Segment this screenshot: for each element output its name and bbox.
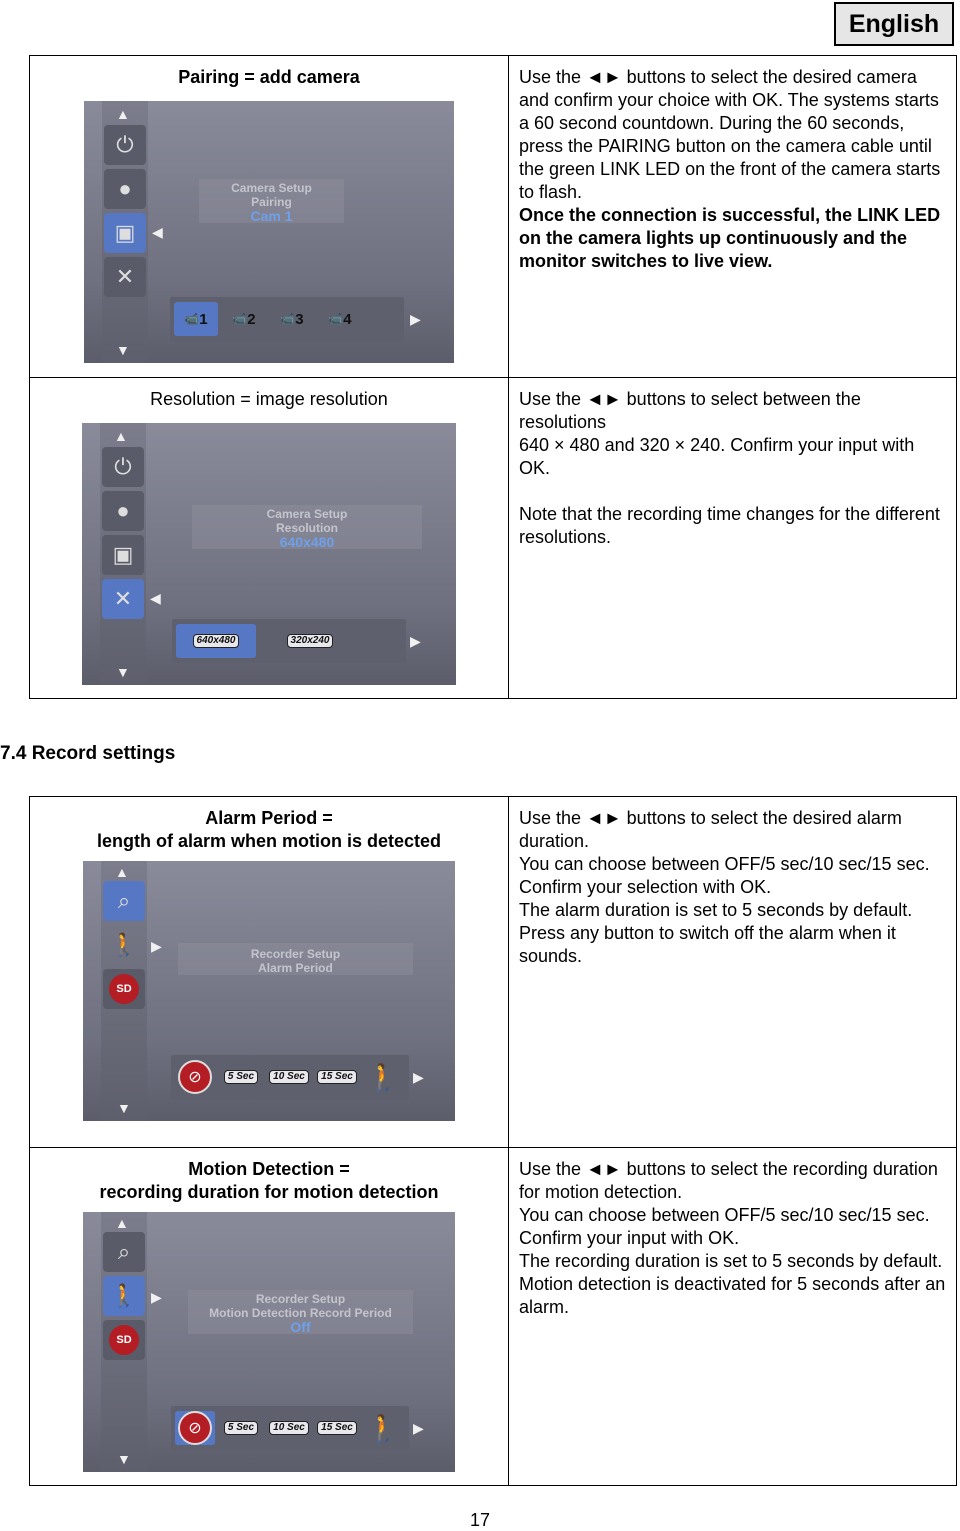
camera-option-4: 📹 4 xyxy=(328,310,352,328)
alarm-period-title xyxy=(30,807,508,853)
motion-line-4: The recording duration is set to 5 seconds by default. xyxy=(519,1251,943,1271)
off-icon: ⊘ xyxy=(178,1060,212,1094)
alarm-period-screenshot xyxy=(83,861,455,1121)
alarm-continuous-option xyxy=(363,1060,403,1094)
sd-card-icon: SD xyxy=(103,969,145,1009)
down-arrow-icon: ▼ xyxy=(116,342,130,358)
sd-card-icon: SD xyxy=(103,1320,145,1360)
motion-line-3: Confirm your input with OK. xyxy=(519,1228,740,1248)
resolution-option-640: 640x480 xyxy=(176,624,256,658)
table-row xyxy=(30,1148,957,1486)
language-label: English xyxy=(834,2,954,46)
resolution-selection-bar xyxy=(172,619,406,663)
alarm-duration-bar xyxy=(171,1055,409,1099)
motion-detection-cell xyxy=(30,1148,509,1486)
resolution-text-3: Note that the recording time changes for the different resolutions. xyxy=(519,504,940,547)
search-settings-icon: ⌕ xyxy=(103,1232,145,1272)
record-icon: ● xyxy=(104,169,146,209)
record-continuous-option xyxy=(363,1411,403,1445)
up-arrow-icon: ▲ xyxy=(116,106,130,122)
pairing-cell xyxy=(30,56,509,378)
resolution-description xyxy=(509,378,957,699)
walking-person-icon: 🚶 xyxy=(366,1412,400,1443)
record-duration-bar xyxy=(171,1406,409,1450)
resolution-title: Resolution = image resolution xyxy=(150,389,388,409)
alarm-line-2: You can choose between OFF/5 sec/10 sec/15 sec. Confirm your selection with OK. xyxy=(519,854,930,897)
up-arrow-icon: ▲ xyxy=(115,1215,129,1231)
down-arrow-icon: ▼ xyxy=(117,1100,131,1116)
motion-line-5: Motion detection is deactivated for 5 seconds after an alarm. xyxy=(519,1274,946,1317)
osd-line-2: Motion Detection Record Period xyxy=(209,1306,392,1320)
pairing-description xyxy=(509,56,957,378)
osd-selected-value: Off xyxy=(290,1319,311,1335)
osd-line-1: Recorder Setup xyxy=(255,1292,346,1306)
osd-line-1: Camera Setup xyxy=(231,181,312,195)
motion-line-2: You can choose between OFF/5 sec/10 sec/15 sec. xyxy=(519,1205,930,1225)
record-off-option xyxy=(175,1411,215,1445)
motion-detection-title-line-1: Motion Detection = xyxy=(188,1159,350,1179)
pairing-text: Use the ◄► buttons to select the desired camera and confirm your choice with OK. The systems starts a 60 second countdown. During the 60 seconds, press the PAIRING button on the camera cable until the green LINK LED on the front of the camera starts to flash. xyxy=(519,67,941,202)
table-row xyxy=(30,797,957,1148)
resolution-text-1: Use the ◄► buttons to select between the resolutions xyxy=(519,389,861,432)
left-arrow-icon: ◀ xyxy=(150,590,161,606)
osd-line-2: Alarm Period xyxy=(258,961,333,975)
osd-text xyxy=(192,507,422,549)
alarm-line-3: The alarm duration is set to 5 seconds by default. xyxy=(519,900,913,920)
osd-line-2: Resolution xyxy=(276,521,338,535)
right-arrow-icon: ▶ xyxy=(413,1420,424,1436)
osd-text xyxy=(199,181,344,223)
search-settings-icon: ⌕ xyxy=(103,881,145,921)
osd-line-2: Pairing xyxy=(251,195,292,209)
motion-line-1: Use the ◄► buttons to select the recording duration for motion detection. xyxy=(519,1159,938,1202)
motion-detection-description xyxy=(509,1148,957,1486)
table-row xyxy=(30,56,957,378)
motion-detection-title-line-2: recording duration for motion detection xyxy=(99,1182,439,1202)
camera-power-icon: ⏻ xyxy=(102,447,144,487)
left-arrow-icon: ◀ xyxy=(152,224,163,240)
right-arrow-icon: ▶ xyxy=(410,633,421,649)
motion-alarm-icon: 🚶 xyxy=(110,932,138,957)
osd-selected-value: Cam 1 xyxy=(250,208,293,224)
off-icon: ⊘ xyxy=(178,1411,212,1445)
table-row xyxy=(30,378,957,699)
alarm-period-cell xyxy=(30,797,509,1148)
walking-person-icon: 🚶 xyxy=(366,1061,400,1092)
motion-detection-screenshot xyxy=(83,1212,455,1472)
osd-line-1: Camera Setup xyxy=(266,507,348,521)
pairing-title: Pairing = add camera xyxy=(178,67,360,87)
osd-text xyxy=(178,947,413,975)
alarm-line-4: Press any button to switch off the alarm when it sounds. xyxy=(519,923,896,966)
right-arrow-icon: ▶ xyxy=(413,1069,424,1085)
up-arrow-icon: ▲ xyxy=(114,428,128,444)
motion-alarm-icon: 🚶 xyxy=(103,1276,145,1316)
record-5-sec-option: 5 Sec xyxy=(219,1411,263,1445)
pairing-text-bold: Once the connection is successful, the LINK LED on the camera lights up continuously and the monitor switches to live view. xyxy=(519,205,941,271)
resolution-text-2: 640 × 480 and 320 × 240. Confirm your input with OK. xyxy=(519,435,915,478)
motion-detection-title xyxy=(30,1158,508,1204)
no-display-icon: ✕ xyxy=(104,257,146,297)
alarm-line-1: Use the ◄► buttons to select the desired alarm duration. xyxy=(519,808,902,851)
camera-power-icon: ⏻ xyxy=(104,125,146,165)
camera-pairing-icon: ▣ xyxy=(102,535,144,575)
alarm-off-option xyxy=(175,1060,215,1094)
page-number: 17 xyxy=(469,1510,491,1530)
record-settings-table xyxy=(29,796,957,1486)
alarm-10-sec-option: 10 Sec xyxy=(267,1060,311,1094)
resolution-screenshot xyxy=(82,423,456,685)
alarm-period-title-line-2: length of alarm when motion is detected xyxy=(96,831,442,851)
up-arrow-icon: ▲ xyxy=(115,864,129,880)
pairing-screenshot xyxy=(84,101,454,363)
camera-setup-table xyxy=(29,55,957,699)
camera-option-3: 📹 3 xyxy=(280,310,304,328)
record-10-sec-option: 10 Sec xyxy=(267,1411,311,1445)
alarm-5-sec-option: 5 Sec xyxy=(219,1060,263,1094)
resolution-option-320: 320x240 xyxy=(270,624,350,658)
alarm-15-sec-option: 15 Sec xyxy=(315,1060,359,1094)
alarm-period-description xyxy=(509,797,957,1148)
osd-selected-value: 640x480 xyxy=(279,534,335,550)
record-15-sec-option: 15 Sec xyxy=(315,1411,359,1445)
down-arrow-icon: ▼ xyxy=(116,664,130,680)
osd-line-1: Recorder Setup xyxy=(250,947,341,961)
alarm-period-title-line-1: Alarm Period = xyxy=(205,808,333,828)
camera-selection-bar xyxy=(170,297,404,341)
section-heading: 7.4 Record settings xyxy=(0,743,176,764)
no-display-icon: ✕ xyxy=(102,579,144,619)
resolution-cell xyxy=(30,378,509,699)
right-arrow-icon: ▶ xyxy=(410,311,421,327)
osd-text xyxy=(188,1292,413,1334)
down-arrow-icon: ▼ xyxy=(117,1451,131,1467)
camera-option-1: 📹 1 xyxy=(174,302,218,336)
right-pointer-icon: ▶ xyxy=(151,1289,162,1305)
camera-option-2: 📹 2 xyxy=(232,310,256,328)
camera-pairing-icon: ▣ xyxy=(104,213,146,253)
record-icon: ● xyxy=(102,491,144,531)
right-pointer-icon: ▶ xyxy=(151,938,162,954)
